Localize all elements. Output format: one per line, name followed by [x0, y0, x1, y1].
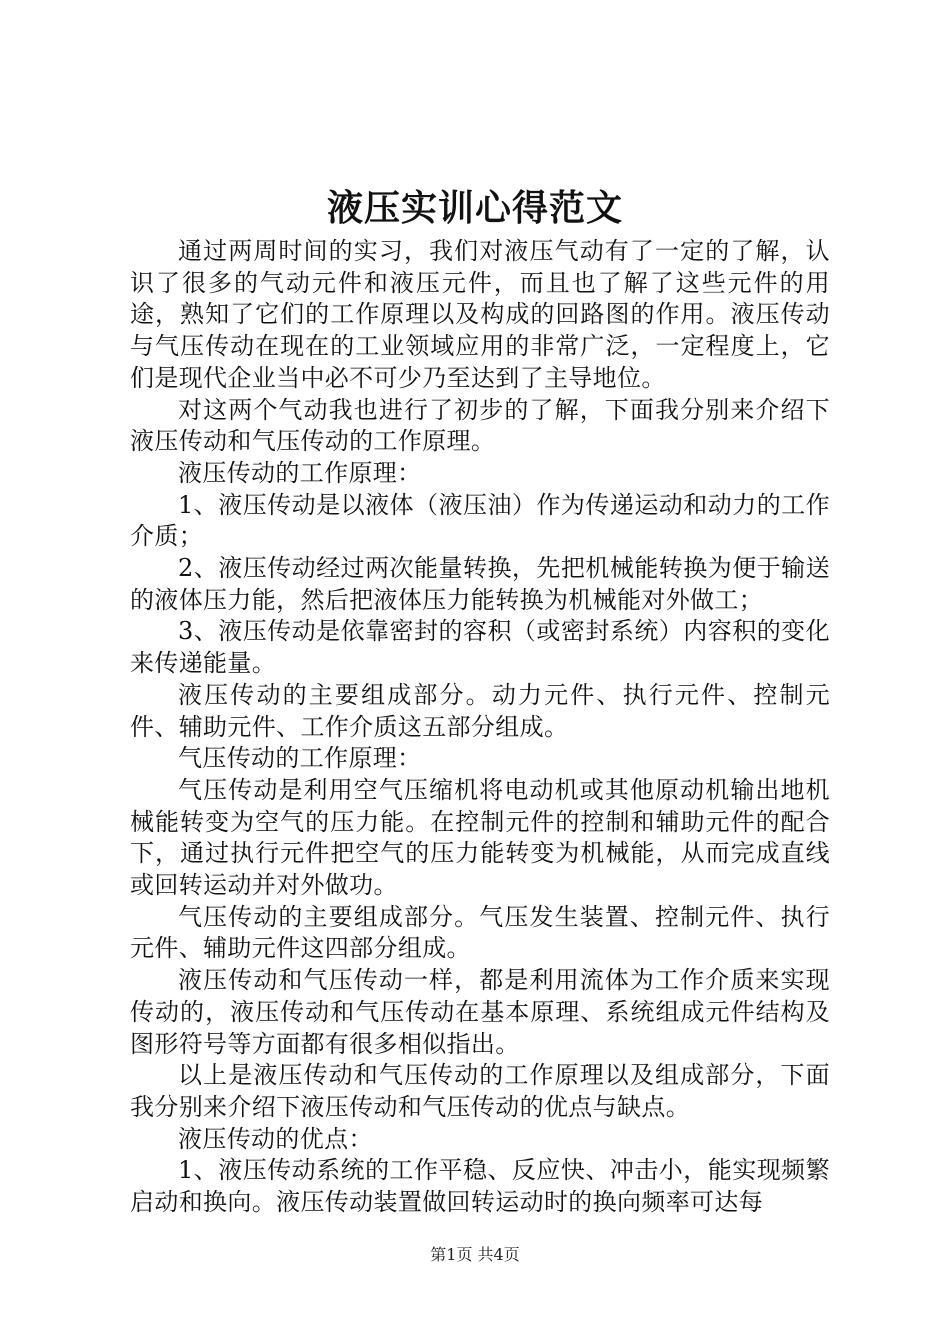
list-item: 1、液压传动系统的工作平稳、反应快、冲击小，能实现频繁启动和换向。液压传动装置做回转运动时的换向频率可达每 — [130, 1156, 830, 1217]
paragraph: 液压传动和气压传动一样，都是利用流体为工作介质来实现传动的，液压传动和气压传动在基本原理、系统组成元件结构及图形符号等方面都有很多相似指出。 — [130, 966, 830, 1058]
paragraph: 对这两个气动我也进行了初步的了解，下面我分别来介绍下液压传动和气压传动的工作原理。 — [130, 395, 830, 456]
section-heading: 液压传动的工作原理： — [178, 458, 422, 487]
paragraph: 以上是液压传动和气压传动的工作原理以及组成部分，下面我分别来介绍下液压传动和气压传动的优点与缺点。 — [130, 1061, 830, 1121]
document-body — [130, 236, 830, 1219]
list-item: 3、液压传动是依靠密封的容积（或密封系统）内容积的变化来传递能量。 — [130, 617, 830, 678]
paragraph: 通过两周时间的实习，我们对液压气动有了一定的了解，认识了很多的气动元件和液压元件，而且也了解了这些元件的用途，熟知了它们的工作原理以及构成的回路图的作用。液压传动与气压传动在现在的工业领域应用的非常广泛，一定程度上，它们是现代企业当中必不可少乃至达到了主导地位。 — [130, 237, 830, 392]
list-item: 2、液压传动经过两次能量转换，先把机械能转换为便于输送的液体压力能，然后把液体压力能转换为机械能对外做工； — [130, 554, 830, 614]
page-footer: 第1页 共4页 — [430, 1245, 520, 1264]
document-title: 液压实训心得范文 — [326, 187, 623, 229]
list-item: 1、液压传动是以液体（液压油）作为传递运动和动力的工作介质； — [130, 490, 830, 551]
paragraph: 气压传动是利用空气压缩机将电动机或其他原动机输出地机械能转变为空气的压力能。在控制元件的控制和辅助元件的配合下，通过执行元件把空气的压力能转变为机械能，从而完成直线或回转运动并对外做功。 — [130, 775, 830, 900]
section-heading: 气压传动的工作原理： — [178, 744, 422, 773]
paragraph: 气压传动的主要组成部分。气压发生装置、控制元件、执行元件、辅助元件这四部分组成。 — [130, 902, 830, 963]
section-heading: 液压传动的优点： — [178, 1124, 373, 1153]
paragraph: 液压传动的主要组成部分。动力元件、执行元件、控制元件、辅助元件、工作介质这五部分组成。 — [130, 680, 830, 741]
